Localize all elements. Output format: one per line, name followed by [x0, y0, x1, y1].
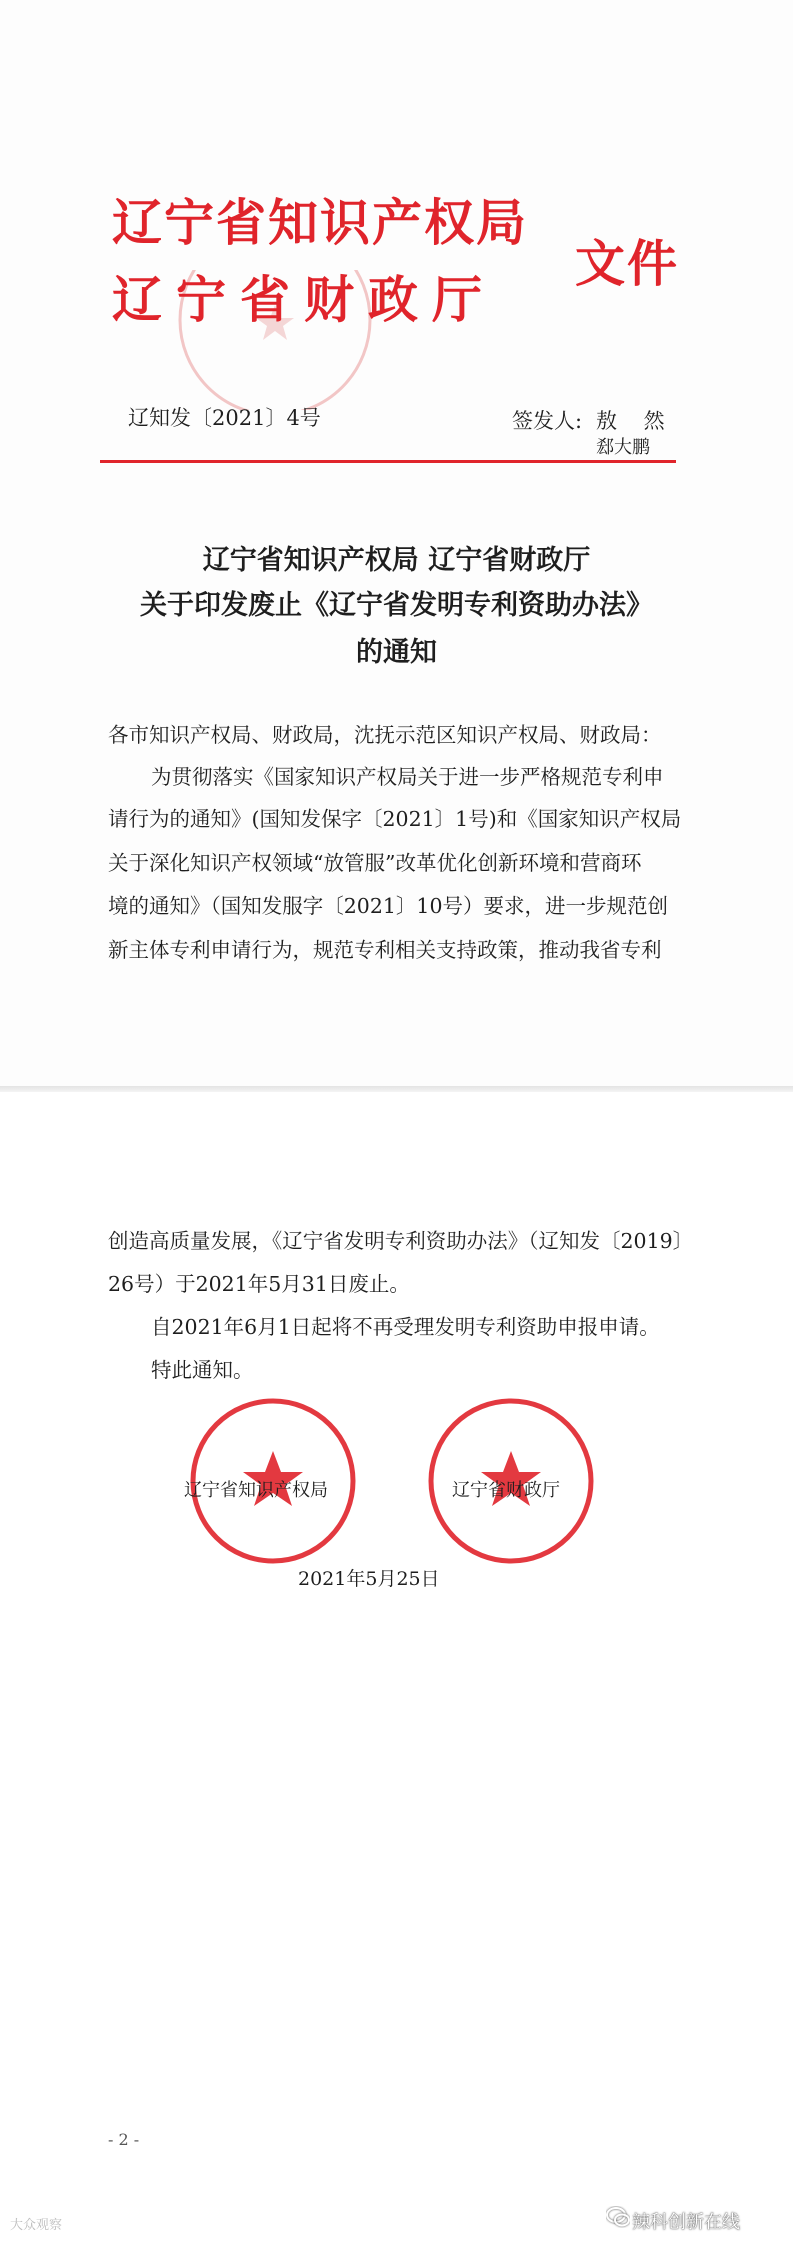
issuer-line-2: 辽宁省财政厅	[112, 271, 496, 329]
issuer-suffix: 文件	[575, 235, 679, 293]
signer-label: 签发人:	[512, 409, 583, 433]
doc-title-line-1: 辽宁省知识产权局 辽宁省财政厅	[202, 545, 591, 576]
body-line: 请行为的通知》(国知发保字〔2021〕1号)和《国家知识产权局	[108, 807, 682, 831]
document-number: 辽知发〔2021〕4号	[128, 406, 321, 430]
body-line: 26号）于2021年5月31日废止。	[108, 1272, 410, 1296]
body-line: 创造高质量发展，《辽宁省发明专利资助办法》（辽知发〔2019〕	[108, 1229, 694, 1253]
body-line: 新主体专利申请行为，规范专利相关支持政策，推动我省专利	[108, 938, 662, 962]
body-line: 境的通知》（国知发服字〔2021〕10号）要求，进一步规范创	[108, 894, 669, 918]
seal-label-right: 辽宁省财政厅	[452, 1480, 560, 1501]
watermark-right: 辣科创新在线	[632, 2212, 740, 2233]
doc-title-line-3: 的通知	[356, 637, 437, 668]
body-line: 关于深化知识产权领域“放管服”改革优化创新环境和营商环	[108, 851, 642, 875]
document-page-1	[0, 0, 793, 1090]
signer-name-1: 敖 然	[596, 409, 675, 433]
issue-date: 2021年5月25日	[298, 1568, 440, 1590]
doc-title-line-2: 关于印发废止《辽宁省发明专利资助办法》	[140, 590, 653, 621]
body-line: 特此通知。	[151, 1358, 254, 1382]
body-line: 各市知识产权局、财政局，沈抚示范区知识产权局、财政局：	[108, 723, 662, 747]
body-line: 自2021年6月1日起将不再受理发明专利资助申报申请。	[151, 1315, 660, 1339]
wechat-icon	[606, 2206, 630, 2228]
signer-name-2: 郄大鹏	[596, 437, 650, 458]
page-number: - 2 -	[108, 2130, 140, 2149]
issuer-line-1: 辽宁省知识产权局	[112, 194, 528, 252]
document-page-2	[0, 1092, 793, 2244]
seal-label-left: 辽宁省知识产权局	[184, 1480, 328, 1501]
watermark-left: 大众观察	[10, 2218, 63, 2233]
body-line: 为贯彻落实《国家知识产权局关于进一步严格规范专利申	[151, 765, 664, 789]
red-divider	[100, 460, 676, 463]
